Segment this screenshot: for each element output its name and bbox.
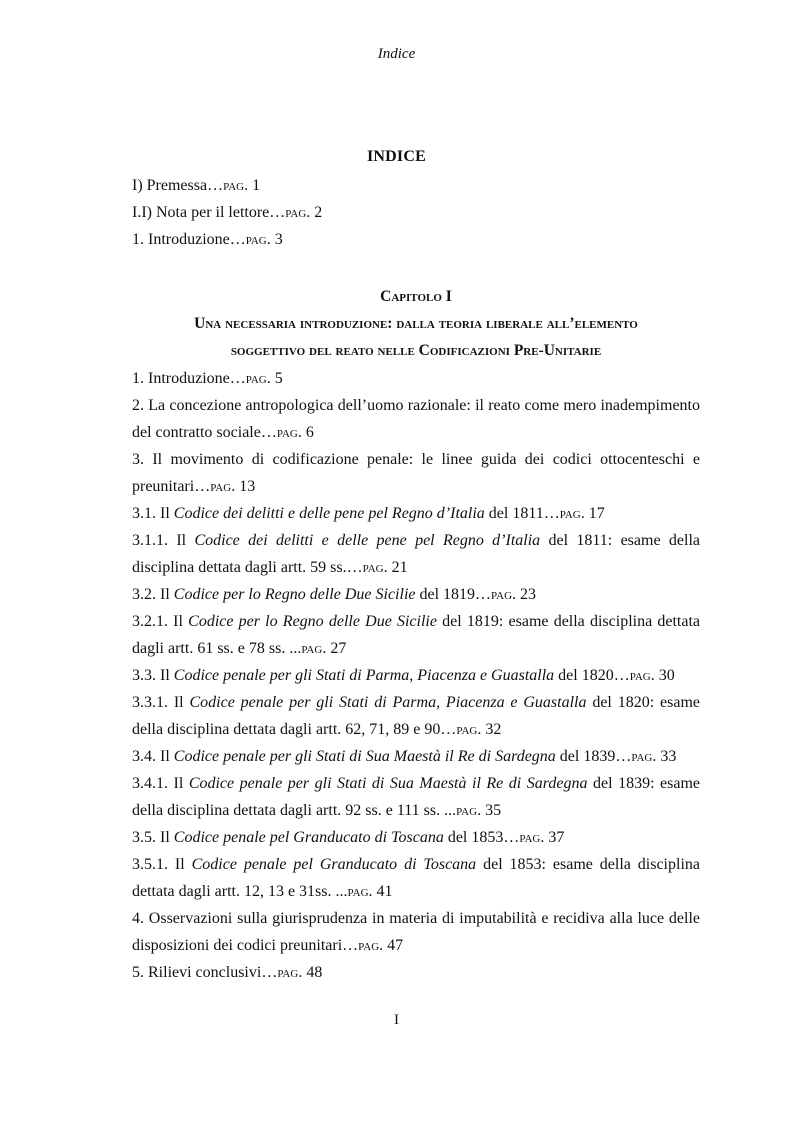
- entry-text: 3.2.1. Il: [132, 613, 189, 630]
- entry-leader: …: [342, 937, 359, 954]
- toc-entry: [132, 770, 700, 824]
- entry-page: 30: [658, 667, 675, 684]
- entry-text-continued: del 1853: [443, 829, 504, 846]
- page-abbrev: pag.: [223, 177, 249, 194]
- entry-page: 41: [376, 883, 393, 900]
- toc-entry: [132, 581, 700, 608]
- chapter-title-line-1: Una necessaria introduzione: dalla teoria liberale all’elemento: [194, 315, 638, 332]
- entry-code-title: Codice per lo Regno delle Due Sicilie: [188, 613, 437, 630]
- entry-leader: ...: [335, 883, 348, 900]
- toc-entry: [132, 608, 700, 662]
- entry-code-title: Codice penale per gli Stati di Parma, Piacenza e Guastalla: [173, 667, 555, 684]
- entry-text-continued: del 1820: [554, 667, 614, 684]
- entry-page: 23: [520, 586, 537, 603]
- entry-text: 5. Rilievi conclusivi: [132, 964, 262, 981]
- entry-leader: …: [260, 424, 277, 441]
- entry-text: 3.2. Il: [132, 586, 174, 603]
- page-abbrev: pag.: [210, 478, 236, 495]
- entry-text-continued: del 1819: esame della disciplina dettata dagli artt. 61 ss. e 78 ss.: [132, 613, 701, 657]
- entry-leader: …: [615, 748, 632, 765]
- entry-code-title: Codice penale per gli Stati di Sua Maestà il Re di Sardegna: [173, 748, 556, 765]
- page-abbrev: pag.: [631, 748, 657, 765]
- entry-page: 35: [485, 802, 502, 819]
- entry-page: 33: [660, 748, 677, 765]
- entry-page: 13: [239, 478, 256, 495]
- toc-entry-introduzione: 1. Introduzione…pag. 3: [132, 231, 283, 248]
- entry-leader: ...: [289, 640, 302, 657]
- page-abbrev: pag.: [301, 640, 327, 657]
- entry-leader: …: [194, 478, 211, 495]
- entry-code-title: Codice penale per gli Stati di Sua Maestà il Re di Sardegna: [188, 775, 588, 792]
- entry-page: 21: [391, 559, 408, 576]
- entry-text: 3.5.1. Il: [132, 856, 192, 873]
- entry-text-continued: del 1839: [555, 748, 616, 765]
- entry-code-title: Codice penale per gli Stati di Parma, Piacenza e Guastalla: [189, 694, 587, 711]
- entry-leader: …: [229, 370, 246, 387]
- entry-page: 5: [274, 370, 283, 387]
- page-abbrev: pag.: [245, 370, 271, 387]
- toc-entry: [132, 392, 700, 446]
- entry-text: 2. La concezione antropologica dell’uomo razionale: il reato come mero inadempimento del contratto sociale: [132, 397, 700, 441]
- entry-text-continued: del 1820: esame della disciplina dettata dagli artt. 62, 71, 89 e 90: [132, 694, 700, 738]
- page-number: I: [394, 1012, 399, 1028]
- running-header: Indice: [377, 46, 416, 62]
- entry-page: 17: [588, 505, 605, 522]
- toc-entry-nota: I.I) Nota per il lettore…pag. 2: [132, 204, 323, 221]
- toc-entry: [132, 689, 700, 743]
- entry-code-title: Codice dei delitti e delle pene pel Regno d’Italia: [173, 505, 485, 522]
- entry-text-continued: del 1811: esame della disciplina dettata dagli artt. 59 ss.: [132, 532, 700, 576]
- entry-text: 3.5. Il: [132, 829, 174, 846]
- entry-page: 37: [548, 829, 565, 846]
- toc-entry: [132, 959, 700, 986]
- entry-text: 3.1.1. Il: [132, 532, 195, 549]
- entry-code-title: Codice penale pel Granducato di Toscana: [191, 856, 477, 873]
- entry-text: 3. Il movimento di codificazione penale: le linee guida dei codici ottocenteschi e preunitari: [132, 451, 700, 495]
- page-abbrev: pag.: [358, 937, 384, 954]
- page-abbrev: pag.: [491, 586, 517, 603]
- entry-leader: …: [475, 586, 492, 603]
- page-abbrev: pag.: [456, 721, 482, 738]
- toc-entry: [132, 446, 700, 500]
- entry-leader: …: [543, 505, 560, 522]
- entry-leader: …: [613, 667, 630, 684]
- toc-entry: [132, 851, 700, 905]
- entry-page: 2: [314, 204, 323, 221]
- entry-leader: …: [503, 829, 520, 846]
- page-abbrev: pag.: [276, 424, 302, 441]
- toc-entry-premessa: I) Premessa…pag. 1: [132, 177, 261, 194]
- page-abbrev: pag.: [629, 667, 655, 684]
- entry-text-continued: del 1819: [415, 586, 476, 603]
- page-abbrev: pag.: [362, 559, 388, 576]
- entry-text-continued: del 1853: esame della disciplina dettata dagli artt. 12, 13 e 31ss.: [132, 856, 700, 900]
- chapter-title-line-2: soggettivo del reato nelle Codificazioni Pre-Unitarie: [230, 342, 602, 359]
- toc-entry: [132, 905, 700, 959]
- entry-page: 48: [306, 964, 323, 981]
- page-abbrev: pag.: [245, 231, 271, 248]
- entry-leader: ...: [444, 802, 457, 819]
- page-abbrev: pag.: [519, 829, 545, 846]
- entry-text-continued: del 1839: esame della disciplina dettata dagli artt. 92 ss. e 111 ss.: [132, 775, 701, 819]
- toc-entry: [132, 527, 700, 581]
- entry-page: 1: [252, 177, 261, 194]
- chapter-label: Capitolo I: [380, 288, 452, 305]
- toc-entry: [132, 365, 700, 392]
- toc-entry: [132, 743, 700, 770]
- entry-text: 3.3. Il: [132, 667, 174, 684]
- entry-page: 27: [330, 640, 347, 657]
- entry-page: 6: [305, 424, 314, 441]
- chapter-heading: [132, 283, 700, 364]
- entry-code-title: Codice penale pel Granducato di Toscana: [173, 829, 444, 846]
- entry-code-title: Codice per lo Regno delle Due Sicilie: [173, 586, 416, 603]
- toc-entry: [132, 662, 700, 689]
- page-abbrev: pag.: [285, 204, 311, 221]
- index-title: INDICE: [367, 148, 426, 165]
- toc-entry: [132, 500, 700, 527]
- entry-page: 47: [387, 937, 404, 954]
- page-abbrev: pag.: [456, 802, 482, 819]
- entry-text-continued: del 1811: [484, 505, 544, 522]
- entry-leader: …: [261, 964, 278, 981]
- entry-leader: …: [440, 721, 457, 738]
- entry-text: 1. Introduzione: [132, 370, 230, 387]
- entry-code-title: Codice dei delitti e delle pene pel Regno d’Italia: [194, 532, 541, 549]
- entry-label: I.I) Nota per il lettore: [132, 204, 270, 221]
- toc-entry: [132, 824, 700, 851]
- entry-page: 3: [274, 231, 283, 248]
- entry-text: 3.3.1. Il: [132, 694, 190, 711]
- entry-leader: …: [346, 559, 363, 576]
- intro-entries: [132, 172, 700, 253]
- entry-text: 3.4. Il: [132, 748, 174, 765]
- entry-label: 1. Introduzione: [132, 231, 230, 248]
- page-abbrev: pag.: [277, 964, 303, 981]
- entry-text: 3.1. Il: [132, 505, 174, 522]
- chapter-entries: [132, 365, 700, 986]
- entry-page: 32: [485, 721, 502, 738]
- entry-label: I) Premessa: [132, 177, 208, 194]
- page-abbrev: pag.: [559, 505, 585, 522]
- page-abbrev: pag.: [347, 883, 373, 900]
- entry-text: 3.4.1. Il: [132, 775, 189, 792]
- entry-text: 4. Osservazioni sulla giurisprudenza in materia di imputabilità e recidiva alla luce delle disposizioni dei codici preunitari: [132, 910, 700, 954]
